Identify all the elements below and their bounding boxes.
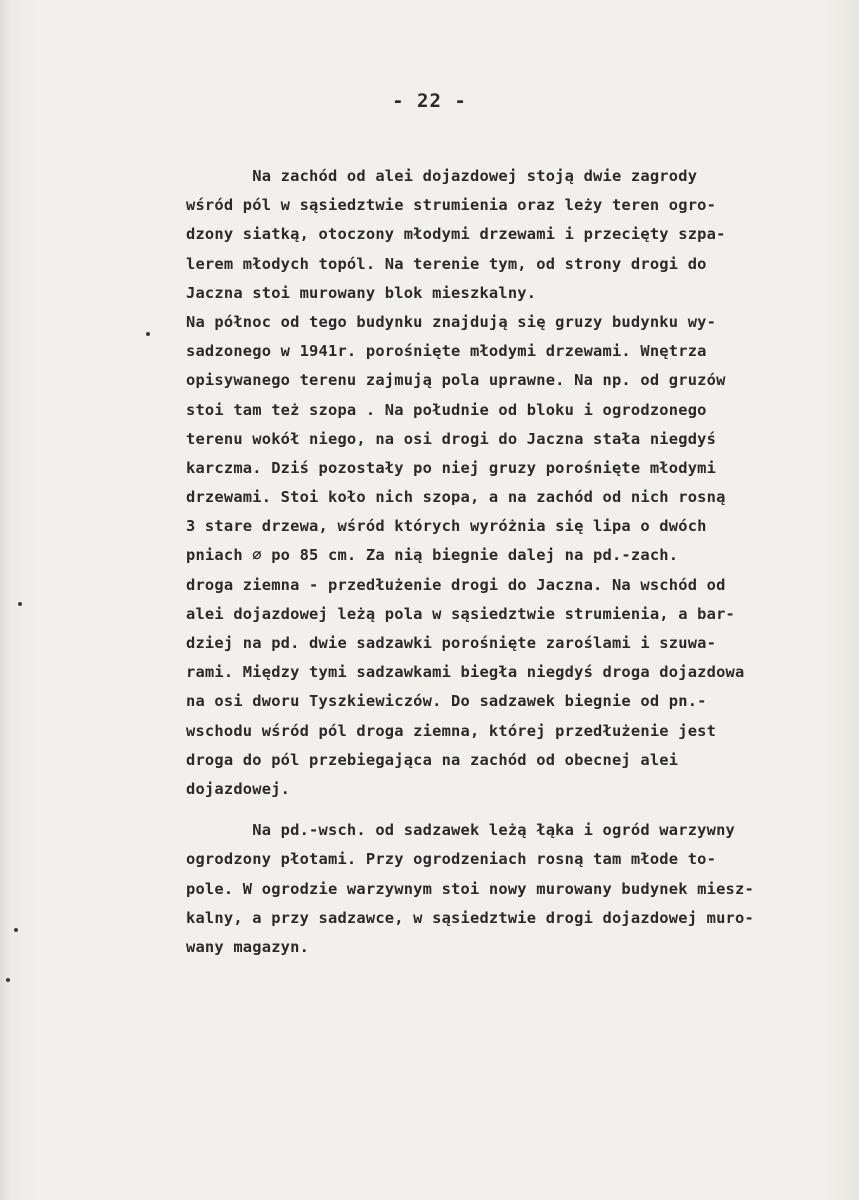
text-line: dziej na pd. dwie sadzawki porośnięte zaroślami i szuwa-: [186, 634, 717, 652]
paragraph-gap: [186, 804, 806, 816]
text-line: alei dojazdowej leżą pola w sąsiedztwie strumienia, a bar-: [186, 604, 736, 623]
text-line: stoi tam też szopa . Na południe od bloku i ogrodzonego: [186, 400, 707, 419]
text-line: rami. Między tymi sadzawkami biegła niegdyś droga dojazdowa: [186, 663, 745, 682]
text-line: drzewami. Stoi koło nich szopa, a na zachód od nich rosną: [186, 488, 726, 507]
text-line: droga ziemna - przedłużenie drogi do Jaczna. Na wschód od: [186, 575, 726, 594]
page-number: - 22 -: [392, 90, 467, 112]
text-line: wschodu wśród pól droga ziemna, której przedłużenie jest: [186, 721, 717, 740]
text-line: lerem młodych topól. Na terenie tym, od strony drogi do: [186, 254, 707, 273]
text-line: droga do pól przebiegająca na zachód od obecnej alei: [186, 750, 679, 769]
text-line: na osi dworu Tyszkiewiczów. Do sadzawek biegnie od pn.-: [186, 692, 707, 711]
text-line: opisywanego terenu zajmują pola uprawne. Na np. od gruzów: [186, 371, 726, 390]
text-line: sadzonego w 1941r. porośnięte młodymi drzewami. Wnętrza: [186, 342, 707, 361]
text-line: pniach ∅ po 85 cm. Za nią biegnie dalej na pd.-zach.: [186, 546, 679, 565]
scan-speck: [6, 978, 10, 982]
text-line: wany magazyn.: [186, 937, 310, 956]
text-line: Jaczna stoi murowany blok mieszkalny.: [186, 283, 537, 302]
text-line: ogrodzony płotami. Przy ogrodzeniach rosną tam młode to-: [186, 850, 717, 869]
text-line: 3 stare drzewa, wśród których wyróżnia się lipa o dwóch: [186, 517, 707, 536]
text-line: Na pd.-wsch. od sadzawek leżą łąka i ogród warzywny: [186, 821, 736, 840]
body-text: [186, 162, 806, 962]
text-line: pole. W ogrodzie warzywnym stoi nowy murowany budynek miesz-: [186, 879, 754, 898]
text-line: dojazdowej.: [186, 779, 291, 798]
scan-speck: [18, 602, 22, 606]
scan-speck: [146, 332, 150, 336]
text-line: terenu wokół niego, na osi drogi do Jaczna stała niegdyś: [186, 429, 717, 448]
text-line: Na północ od tego budynku znajdują się gruzy budynku wy-: [186, 312, 717, 331]
text-line: kalny, a przy sadzawce, w sąsiedztwie drogi dojazdowej muro-: [186, 908, 754, 927]
text-line: dzony siatką, otoczony młodymi drzewami i przecięty szpa-: [186, 225, 726, 244]
text-line: Na zachód od alei dojazdowej stoją dwie zagrody: [186, 167, 698, 185]
text-line: karczma. Dziś pozostały po niej gruzy porośnięte młodymi: [186, 458, 717, 477]
scan-speck: [14, 928, 18, 932]
text-line: wśród pól w sąsiedztwie strumienia oraz leży teren ogro-: [186, 196, 717, 215]
